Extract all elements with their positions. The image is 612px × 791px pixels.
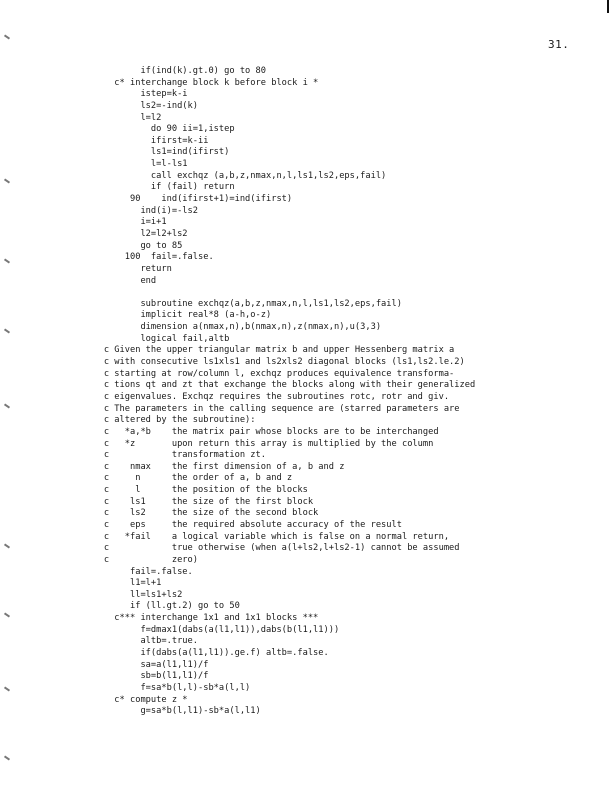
code-line: c zero)	[62, 554, 198, 565]
code-line: c n the order of a, b and z	[62, 473, 293, 484]
code-line: c eps the required absolute accuracy of the result	[62, 519, 402, 530]
code-line: c* interchange block k before block i *	[62, 77, 319, 88]
code-line: altb=.true.	[62, 636, 198, 647]
code-line: do 90 ii=1,istep	[62, 124, 235, 135]
code-line	[62, 287, 475, 299]
code-line: 90 ind(ifirst+1)=ind(ifirst)	[62, 194, 293, 205]
code-line: c starting at row/column l, exchqz produces equivalence transforma-	[62, 368, 455, 379]
code-line: c tions qt and zt that exchange the blocks along with their generalized	[62, 380, 476, 391]
margin-mark	[4, 403, 10, 408]
code-line: l1=l+1	[62, 578, 162, 589]
code-line: if(dabs(a(l1,l1)).ge.f) altb=.false.	[62, 648, 329, 659]
code-line: l=l-ls1	[62, 159, 188, 170]
code-line: call exchqz (a,b,z,nmax,n,l,ls1,ls2,eps,fail)	[62, 170, 387, 181]
code-line: f=sa*b(l,l)-sb*a(l,l)	[62, 682, 251, 693]
code-line: g=sa*b(l,l1)-sb*a(l,l1)	[62, 706, 261, 717]
code-line: return	[62, 263, 172, 274]
code-line: implicit real*8 (a-h,o-z)	[62, 310, 272, 321]
code-line: c* compute z *	[62, 694, 188, 705]
code-line: fail=.false.	[62, 566, 193, 577]
code-line: istep=k-i	[62, 89, 188, 100]
code-line: c nmax the first dimension of a, b and z	[62, 461, 345, 472]
code-line: c altered by the subroutine):	[62, 415, 256, 426]
code-line: ls2=-ind(k)	[62, 100, 198, 111]
code-line: c *fail a logical variable which is false on a normal return,	[62, 531, 450, 542]
margin-mark	[4, 328, 10, 333]
code-line: c true otherwise (when a(l+ls2,l+ls2-1) cannot be assumed	[62, 543, 460, 554]
code-line: c *a,*b the matrix pair whose blocks are to be interchanged	[62, 426, 439, 437]
code-line: c transformation zt.	[62, 450, 266, 461]
code-line: c Given the upper triangular matrix b and upper Hessenberg matrix a	[62, 345, 455, 356]
code-line: if (fail) return	[62, 182, 235, 193]
code-line: logical fail,altb	[62, 333, 230, 344]
code-line: c *z upon return this array is multiplied by the column	[62, 438, 434, 449]
code-line: i=i+1	[62, 217, 167, 228]
code-line: go to 85	[62, 240, 183, 251]
code-line: sb=b(l1,l1)/f	[62, 671, 209, 682]
code-line: ls1=ind(ifirst)	[62, 147, 230, 158]
margin-mark	[4, 612, 10, 617]
code-line: end	[62, 275, 157, 286]
code-line: ind(i)=-ls2	[62, 205, 198, 216]
margin-mark	[4, 178, 10, 183]
margin-mark	[4, 34, 10, 39]
margin-mark	[4, 686, 10, 691]
margin-mark	[4, 755, 10, 760]
page-corner-mark	[607, 0, 609, 13]
code-line: c ls1 the size of the first block	[62, 496, 314, 507]
code-line: ifirst=k-ii	[62, 135, 209, 146]
code-line: l2=l2+ls2	[62, 228, 188, 239]
code-line: c ls2 the size of the second block	[62, 508, 319, 519]
margin-mark	[4, 543, 10, 548]
code-line: l=l2	[62, 112, 162, 123]
margin-mark	[4, 258, 10, 263]
code-line: c l the position of the blocks	[62, 485, 308, 496]
code-line: c The parameters in the calling sequence are (starred parameters are	[62, 403, 460, 414]
code-line: subroutine exchqz(a,b,z,nmax,n,l,ls1,ls2,eps,fail)	[62, 298, 402, 309]
code-line: if (ll.gt.2) go to 50	[62, 601, 240, 612]
fortran-code-listing	[62, 66, 475, 718]
code-line: dimension a(nmax,n),b(nmax,n),z(nmax,n),u(3,3)	[62, 322, 382, 333]
code-line: f=dmax1(dabs(a(l1,l1)),dabs(b(l1,l1)))	[62, 624, 340, 635]
code-line: if(ind(k).gt.0) go to 80	[62, 66, 266, 76]
code-line: c with consecutive ls1xls1 and ls2xls2 diagonal blocks (ls1,ls2.le.2)	[62, 357, 465, 368]
code-line: c*** interchange 1x1 and 1x1 blocks ***	[62, 613, 319, 624]
code-line: c eigenvalues. Exchqz requires the subroutines rotc, rotr and giv.	[62, 391, 450, 402]
code-line: ll=ls1+ls2	[62, 589, 183, 600]
page-number: 31.	[548, 38, 570, 51]
code-line: 100 fail=.false.	[62, 252, 214, 263]
code-line: sa=a(l1,l1)/f	[62, 659, 209, 670]
